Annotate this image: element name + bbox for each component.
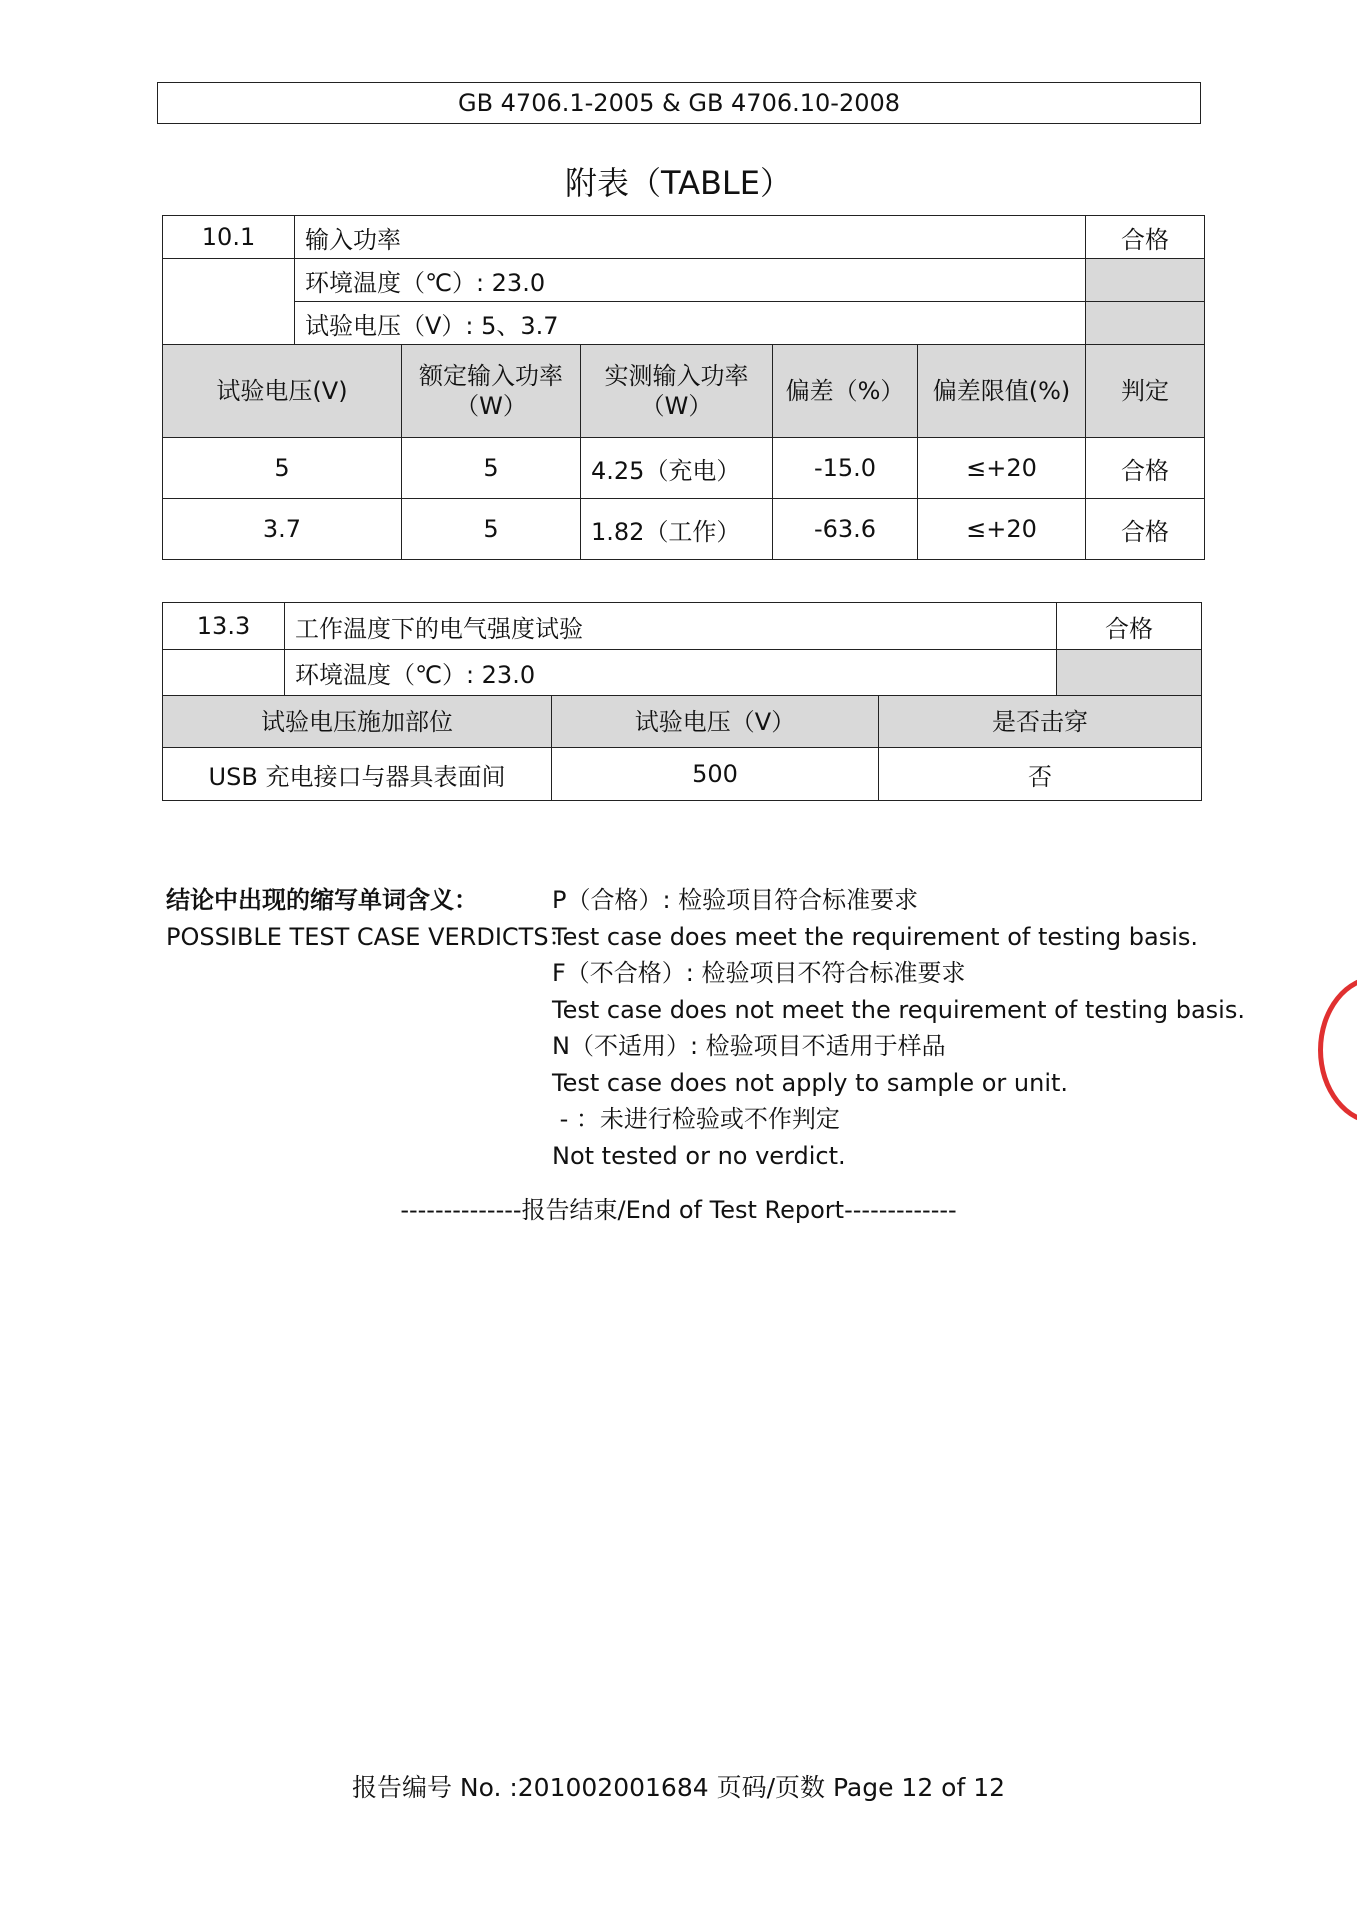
empty-gray-cell <box>1086 302 1205 345</box>
cell-deviation: -63.6 <box>773 499 918 560</box>
legend-line: F（不合格）: 检验项目不符合标准要求 <box>552 959 966 987</box>
table-input-power <box>162 215 1205 560</box>
cell-deviation: -15.0 <box>773 438 918 499</box>
column-header: 试验电压（V） <box>552 696 879 748</box>
table-electric-strength <box>162 602 1202 801</box>
cell-test-voltage: 500 <box>552 748 879 801</box>
empty-gray-cell <box>1057 650 1202 696</box>
table-row <box>163 499 1205 560</box>
standard-header <box>157 82 1201 124</box>
legend-line: Test case does meet the requirement of testing basis. <box>552 922 1199 951</box>
column-header: 试验电压(V) <box>163 345 402 438</box>
verdict-legend-labels <box>166 882 573 955</box>
legend-line: Test case does not meet the requirement of testing basis. <box>552 995 1245 1024</box>
cell-rated-power: 5 <box>402 499 581 560</box>
cell-deviation-limit: ≤+20 <box>918 438 1086 499</box>
cell-measured-power: 4.25（充电） <box>581 438 773 499</box>
legend-line: Test case does not apply to sample or unit. <box>552 1068 1069 1097</box>
cell-test-voltage: 5 <box>163 438 402 499</box>
legend-line: N（不适用）: 检验项目不适用于样品 <box>552 1032 946 1060</box>
seal-stamp-icon <box>1318 975 1357 1125</box>
column-header: 试验电压施加部位 <box>163 696 552 748</box>
cell-applied-location: USB 充电接口与器具表面间 <box>163 748 552 801</box>
column-header: 偏差限值(%) <box>918 345 1086 438</box>
clause-verdict: 合格 <box>1057 603 1202 650</box>
cell-verdict: 合格 <box>1086 438 1205 499</box>
page-title: 附表（TABLE） <box>565 164 792 202</box>
table-row <box>163 748 1202 801</box>
empty-cell <box>163 650 285 696</box>
legend-line: Not tested or no verdict. <box>552 1141 846 1170</box>
standard-text: GB 4706.1-2005 & GB 4706.10-2008 <box>457 89 901 117</box>
column-header: 判定 <box>1086 345 1205 438</box>
cell-test-voltage: 3.7 <box>163 499 402 560</box>
test-voltage-info: 试验电压（V）: 5、3.7 <box>295 302 1086 345</box>
legend-line: P（合格）: 检验项目符合标准要求 <box>552 886 919 914</box>
legend-line: - ：未进行检验或不作判定 <box>552 1105 840 1133</box>
clause-number: 10.1 <box>163 216 295 259</box>
cell-measured-power: 1.82（工作） <box>581 499 773 560</box>
end-of-report: --------------报告结束/End of Test Report------------- <box>400 1196 957 1224</box>
empty-cell <box>163 259 295 345</box>
clause-number: 13.3 <box>163 603 285 650</box>
cell-breakdown: 否 <box>879 748 1202 801</box>
ambient-temperature: 环境温度（℃）: 23.0 <box>295 259 1086 302</box>
empty-gray-cell <box>1086 259 1205 302</box>
page-footer: 报告编号 No. :201002001684 页码/页数 Page 12 of 12 <box>351 1773 1006 1802</box>
legend-label-en: POSSIBLE TEST CASE VERDICTS： <box>166 922 573 951</box>
clause-name: 输入功率 <box>295 216 1086 259</box>
cell-deviation-limit: ≤+20 <box>918 499 1086 560</box>
cell-rated-power: 5 <box>402 438 581 499</box>
column-header: 是否击穿 <box>879 696 1202 748</box>
column-header: 实测输入功率（W） <box>581 345 773 438</box>
table-row <box>163 438 1205 499</box>
clause-verdict: 合格 <box>1086 216 1205 259</box>
cell-verdict: 合格 <box>1086 499 1205 560</box>
column-header: 额定输入功率（W） <box>402 345 581 438</box>
ambient-temperature: 环境温度（℃）: 23.0 <box>285 650 1057 696</box>
clause-name: 工作温度下的电气强度试验 <box>285 603 1057 650</box>
verdict-legend <box>552 882 1245 1174</box>
column-header: 偏差（%） <box>773 345 918 438</box>
legend-label-cn: 结论中出现的缩写单词含义： <box>166 886 478 914</box>
